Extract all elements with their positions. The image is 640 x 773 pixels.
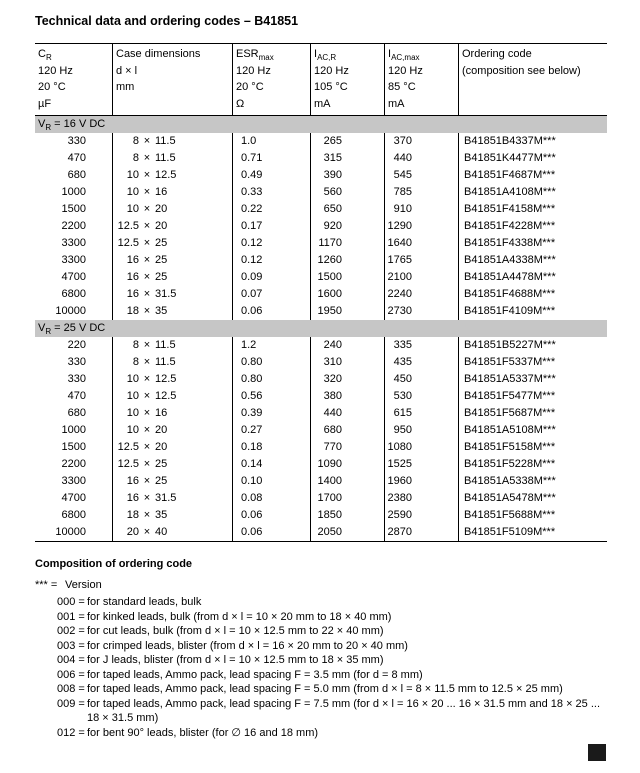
ordering-code-cell: B41851A4338M*** — [458, 252, 607, 269]
ordering-code-cell: B41851F4338M*** — [458, 235, 607, 252]
length-value: 11.5 — [155, 356, 176, 368]
case-dimensions-cell — [112, 507, 232, 524]
iac-max-cell: 1290 — [384, 218, 458, 235]
esr-cell: 0.14 — [232, 456, 310, 473]
page-corner-marker — [588, 744, 606, 761]
times-symbol: × — [143, 441, 151, 453]
esr-cell: 0.09 — [232, 269, 310, 286]
esr-cell: 0.06 — [232, 507, 310, 524]
iac-max-cell: 1960 — [384, 473, 458, 490]
table-row — [35, 473, 607, 490]
version-note — [35, 578, 610, 593]
iac-r-cell: 1950 — [310, 303, 384, 320]
iac-max-cell: 2240 — [384, 286, 458, 303]
times-symbol: × — [143, 390, 151, 402]
esr-cell: 0.56 — [232, 388, 310, 405]
column-header-cr: $C_R$ 120 Hz 20 °C µF — [38, 48, 73, 110]
iac-r-cell: 920 — [310, 218, 384, 235]
diameter-value: 8 — [132, 152, 139, 164]
times-symbol: × — [143, 220, 151, 232]
ordering-code-cell: B41851F4158M*** — [458, 201, 607, 218]
length-value: 25 — [155, 237, 168, 249]
capacitance-cell: 3300 — [61, 237, 86, 249]
composition-item — [57, 653, 610, 668]
case-dimensions-cell — [112, 371, 232, 388]
times-symbol: × — [143, 407, 151, 419]
version-label: Version — [65, 579, 102, 591]
ordering-code-cell: B41851F4688M*** — [458, 286, 607, 303]
capacitance-cell: 2200 — [61, 458, 86, 470]
esr-cell: 0.80 — [232, 354, 310, 371]
iac-r-cell: 1260 — [310, 252, 384, 269]
capacitance-cell: 680 — [67, 407, 86, 419]
esr-cell: 0.08 — [232, 490, 310, 507]
composition-item-code: 000 = — [57, 596, 85, 608]
times-symbol: × — [143, 373, 151, 385]
times-symbol: × — [143, 509, 151, 521]
iac-max-cell: 2730 — [384, 303, 458, 320]
times-symbol: × — [143, 271, 151, 283]
table-header — [35, 44, 607, 116]
length-value: 20 — [155, 203, 168, 215]
table-row — [35, 218, 607, 235]
composition-item-list — [35, 595, 610, 740]
ordering-code-cell: B41851F5477M*** — [458, 388, 607, 405]
iac-r-cell: 1400 — [310, 473, 384, 490]
ordering-code-cell: B41851A4478M*** — [458, 269, 607, 286]
composition-item-code: 004 = — [57, 654, 85, 666]
capacitance-cell: 4700 — [61, 492, 86, 504]
case-dimensions-cell — [112, 269, 232, 286]
case-dimensions-cell — [112, 235, 232, 252]
composition-item — [57, 610, 610, 625]
case-dimensions-cell — [112, 524, 232, 541]
diameter-value: 12.5 — [117, 441, 139, 453]
times-symbol: × — [143, 526, 151, 538]
case-dimensions-cell — [112, 167, 232, 184]
iac-r-cell: 1700 — [310, 490, 384, 507]
iac-max-cell: 785 — [384, 184, 458, 201]
capacitance-cell: 1000 — [61, 424, 86, 436]
diameter-value: 10 — [126, 424, 139, 436]
esr-cell: 0.80 — [232, 371, 310, 388]
composition-item — [57, 639, 610, 654]
ordering-code-cell: B41851B4337M*** — [458, 133, 607, 150]
column-header-iac-max: $I_{AC,max}$ 120 Hz 85 °C mA — [384, 44, 458, 115]
times-symbol: × — [143, 492, 151, 504]
case-dimensions-cell — [112, 422, 232, 439]
length-value: 40 — [155, 526, 168, 538]
composition-item-code: 008 = — [57, 683, 85, 695]
case-dimensions-cell — [112, 303, 232, 320]
ordering-code-cell: B41851F5337M*** — [458, 354, 607, 371]
length-value: 20 — [155, 424, 168, 436]
capacitance-cell: 10000 — [55, 526, 86, 538]
iac-max-cell: 2590 — [384, 507, 458, 524]
esr-cell: 0.27 — [232, 422, 310, 439]
diameter-value: 8 — [132, 356, 139, 368]
column-header-esr: $ESR_{max}$ 120 Hz 20 °C Ω — [232, 44, 310, 115]
esr-cell: 0.10 — [232, 473, 310, 490]
case-dimensions-cell — [112, 184, 232, 201]
column-header-ordering-code: Ordering code (composition see below) — [458, 44, 607, 115]
ordering-code-cell: B41851A4108M*** — [458, 184, 607, 201]
table-row — [35, 490, 607, 507]
table-row — [35, 286, 607, 303]
iac-max-cell: 950 — [384, 422, 458, 439]
iac-r-cell: 560 — [310, 184, 384, 201]
length-value: 31.5 — [155, 492, 177, 504]
length-value: 20 — [155, 441, 168, 453]
esr-cell: 0.07 — [232, 286, 310, 303]
iac-max-cell: 1640 — [384, 235, 458, 252]
capacitance-cell: 470 — [67, 152, 86, 164]
diameter-value: 10 — [126, 169, 139, 181]
composition-item — [57, 726, 610, 741]
times-symbol: × — [143, 135, 151, 147]
iac-max-cell: 450 — [384, 371, 458, 388]
capacitance-cell: 330 — [67, 373, 86, 385]
page-title: Technical data and ordering codes – B41851 — [35, 14, 299, 28]
times-symbol: × — [143, 203, 151, 215]
composition-item-code: 003 = — [57, 639, 85, 652]
times-symbol: × — [143, 186, 151, 198]
diameter-value: 12.5 — [117, 237, 139, 249]
composition-item-text: for taped leads, Ammo pack, lead spacing F = 5.0 mm (from d × l = 8 × 11.5 mm to 12.5 × 25 mm) — [87, 683, 563, 695]
table-row — [35, 133, 607, 150]
capacitance-cell: 6800 — [61, 509, 86, 521]
case-dimensions-cell — [112, 133, 232, 150]
iac-r-cell: 2050 — [310, 524, 384, 541]
esr-cell: 0.12 — [232, 235, 310, 252]
ordering-code-cell: B41851F5158M*** — [458, 439, 607, 456]
table-row — [35, 303, 607, 320]
case-dimensions-cell — [112, 337, 232, 354]
table-row — [35, 388, 607, 405]
capacitance-cell: 470 — [67, 390, 86, 402]
iac-max-cell: 335 — [384, 337, 458, 354]
iac-r-cell: 1600 — [310, 286, 384, 303]
case-dimensions-cell — [112, 456, 232, 473]
length-value: 12.5 — [155, 169, 177, 181]
ordering-code-cell: B41851B5227M*** — [458, 337, 607, 354]
iac-r-cell: 1500 — [310, 269, 384, 286]
ordering-code-cell: B41851F4687M*** — [458, 167, 607, 184]
capacitance-cell: 1500 — [61, 203, 86, 215]
composition-item-text: for cut leads, bulk (from d × l = 10 × 12.5 mm to 22 × 40 mm) — [87, 625, 384, 637]
ordering-code-cell: B41851F5688M*** — [458, 507, 607, 524]
capacitance-cell: 330 — [67, 135, 86, 147]
ordering-code-cell: B41851F5687M*** — [458, 405, 607, 422]
times-symbol: × — [143, 356, 151, 368]
esr-cell: 0.17 — [232, 218, 310, 235]
iac-r-cell: 315 — [310, 150, 384, 167]
diameter-value: 8 — [132, 339, 139, 351]
esr-cell: 0.12 — [232, 252, 310, 269]
capacitance-cell: 10000 — [55, 305, 86, 317]
esr-cell: 0.39 — [232, 405, 310, 422]
ordering-code-cell: B41851K4477M*** — [458, 150, 607, 167]
ordering-code-cell: B41851F5228M*** — [458, 456, 607, 473]
esr-cell: 0.06 — [232, 303, 310, 320]
diameter-value: 10 — [126, 407, 139, 419]
ordering-code-cell: B41851F4228M*** — [458, 218, 607, 235]
ordering-code-cell: B41851A5478M*** — [458, 490, 607, 507]
composition-item — [57, 682, 610, 697]
diameter-value: 16 — [126, 254, 139, 266]
case-dimensions-cell — [112, 473, 232, 490]
diameter-value: 12.5 — [117, 220, 139, 232]
table-row — [35, 354, 607, 371]
table-row — [35, 439, 607, 456]
case-dimensions-cell — [112, 405, 232, 422]
case-dimensions-cell — [112, 286, 232, 303]
table-row — [35, 184, 607, 201]
capacitance-cell: 680 — [67, 169, 86, 181]
composition-item-text: for J leads, blister (from d × l = 10 × 12.5 mm to 18 × 35 mm) — [87, 654, 384, 666]
composition-item-text: for crimped leads, blister (from d × l = 16 × 20 mm to 20 × 40 mm) — [87, 639, 408, 652]
length-value: 31.5 — [155, 288, 177, 300]
table-row — [35, 201, 607, 218]
case-dimensions-cell — [112, 439, 232, 456]
esr-cell: 0.22 — [232, 201, 310, 218]
length-value: 11.5 — [155, 339, 176, 351]
diameter-value: 10 — [126, 373, 139, 385]
diameter-value: 20 — [126, 526, 139, 538]
table-row — [35, 507, 607, 524]
length-value: 11.5 — [155, 152, 176, 164]
length-value: 12.5 — [155, 373, 177, 385]
times-symbol: × — [143, 169, 151, 181]
times-symbol: × — [143, 254, 151, 266]
capacitance-cell: 2200 — [61, 220, 86, 232]
composition-item-text: for taped leads, Ammo pack, lead spacing F = 3.5 mm (for d = 8 mm) — [87, 668, 423, 681]
composition-item-text: for bent 90° leads, blister (for ∅ 16 and 18 mm) — [87, 726, 319, 739]
table-row — [35, 371, 607, 388]
iac-max-cell: 2100 — [384, 269, 458, 286]
composition-item — [57, 697, 610, 726]
iac-r-cell: 1170 — [310, 235, 384, 252]
iac-r-cell: 380 — [310, 388, 384, 405]
capacitance-cell: 6800 — [61, 288, 86, 300]
composition-item-text: for standard leads, bulk — [87, 596, 202, 608]
times-symbol: × — [143, 152, 151, 164]
diameter-value: 12.5 — [117, 458, 139, 470]
ordering-code-cell: B41851F5109M*** — [458, 524, 607, 541]
iac-max-cell: 2380 — [384, 490, 458, 507]
iac-r-cell: 265 — [310, 133, 384, 150]
length-value: 12.5 — [155, 390, 177, 402]
iac-r-cell: 240 — [310, 337, 384, 354]
esr-cell: 1.2 — [232, 337, 310, 354]
capacitance-cell: 3300 — [61, 254, 86, 266]
iac-r-cell: 320 — [310, 371, 384, 388]
iac-max-cell: 435 — [384, 354, 458, 371]
iac-max-cell: 1525 — [384, 456, 458, 473]
composition-title: Composition of ordering code — [35, 558, 193, 570]
composition-item-text: for taped leads, Ammo pack, lead spacing F = 7.5 mm (for d × l = 16 × 20 ... 16 × 31.5 mm and 18 × 25 ... 18 × 31.5 mm) — [87, 697, 601, 724]
iac-max-cell: 1765 — [384, 252, 458, 269]
length-value: 16 — [155, 407, 168, 419]
iac-r-cell: 440 — [310, 405, 384, 422]
table-row — [35, 167, 607, 184]
voltage-section-header: $V_R = 25$ V DC — [35, 320, 607, 337]
diameter-value: 18 — [126, 305, 139, 317]
diameter-value: 10 — [126, 390, 139, 402]
table-row — [35, 252, 607, 269]
ordering-code-cell: B41851A5338M*** — [458, 473, 607, 490]
esr-cell: 0.33 — [232, 184, 310, 201]
esr-cell: 1.0 — [232, 133, 310, 150]
capacitance-cell: 1000 — [61, 186, 86, 198]
iac-r-cell: 650 — [310, 201, 384, 218]
table-row — [35, 422, 607, 439]
case-dimensions-cell — [112, 252, 232, 269]
iac-max-cell: 615 — [384, 405, 458, 422]
table-body — [35, 116, 607, 541]
times-symbol: × — [143, 305, 151, 317]
voltage-section-header: $V_R = 16$ V DC — [35, 116, 607, 133]
length-value: 25 — [155, 254, 168, 266]
case-dimensions-cell — [112, 218, 232, 235]
version-code: *** = — [35, 579, 58, 591]
length-value: 20 — [155, 220, 168, 232]
times-symbol: × — [143, 475, 151, 487]
diameter-value: 10 — [126, 186, 139, 198]
case-dimensions-cell — [112, 150, 232, 167]
iac-max-cell: 530 — [384, 388, 458, 405]
esr-cell: 0.18 — [232, 439, 310, 456]
table-row — [35, 456, 607, 473]
iac-max-cell: 1080 — [384, 439, 458, 456]
capacitance-cell: 1500 — [61, 441, 86, 453]
ordering-code-cell: B41851A5337M*** — [458, 371, 607, 388]
esr-cell: 0.06 — [232, 524, 310, 541]
iac-max-cell: 545 — [384, 167, 458, 184]
capacitance-cell: 330 — [67, 356, 86, 368]
iac-r-cell: 1850 — [310, 507, 384, 524]
column-header-case-dimensions: Case dimensions d × l mm — [112, 44, 232, 115]
composition-item-code: 012 = — [57, 726, 85, 739]
capacitance-cell: 3300 — [61, 475, 86, 487]
composition-item-code: 006 = — [57, 668, 85, 681]
length-value: 35 — [155, 305, 168, 317]
capacitance-cell: 220 — [67, 339, 86, 351]
iac-max-cell: 370 — [384, 133, 458, 150]
iac-max-cell: 440 — [384, 150, 458, 167]
table-row — [35, 235, 607, 252]
times-symbol: × — [143, 458, 151, 470]
ordering-code-cell: B41851A5108M*** — [458, 422, 607, 439]
length-value: 25 — [155, 458, 168, 470]
iac-r-cell: 390 — [310, 167, 384, 184]
table-row — [35, 405, 607, 422]
diameter-value: 16 — [126, 475, 139, 487]
length-value: 25 — [155, 475, 168, 487]
composition-item — [57, 624, 610, 639]
table-row — [35, 524, 607, 541]
diameter-value: 16 — [126, 492, 139, 504]
times-symbol: × — [143, 288, 151, 300]
composition-item-code: 001 = — [57, 610, 85, 623]
technical-data-table — [35, 43, 607, 542]
length-value: 35 — [155, 509, 168, 521]
iac-r-cell: 310 — [310, 354, 384, 371]
diameter-value: 8 — [132, 135, 139, 147]
table-row — [35, 337, 607, 354]
times-symbol: × — [143, 339, 151, 351]
composition-item-code: 002 = — [57, 625, 85, 637]
table-row — [35, 269, 607, 286]
composition-item-code: 009 = — [57, 697, 85, 710]
case-dimensions-cell — [112, 201, 232, 218]
composition-item-text: for kinked leads, bulk (from d × l = 10 × 20 mm to 18 × 40 mm) — [87, 610, 392, 623]
iac-r-cell: 680 — [310, 422, 384, 439]
times-symbol: × — [143, 424, 151, 436]
iac-max-cell: 2870 — [384, 524, 458, 541]
iac-max-cell: 910 — [384, 201, 458, 218]
column-header-iac-r: $I_{AC,R}$ 120 Hz 105 °C mA — [310, 44, 384, 115]
diameter-value: 16 — [126, 271, 139, 283]
length-value: 11.5 — [155, 135, 176, 147]
case-dimensions-cell — [112, 354, 232, 371]
iac-r-cell: 1090 — [310, 456, 384, 473]
capacitance-cell: 4700 — [61, 271, 86, 283]
table-row — [35, 150, 607, 167]
times-symbol: × — [143, 237, 151, 249]
diameter-value: 16 — [126, 288, 139, 300]
esr-cell: 0.71 — [232, 150, 310, 167]
diameter-value: 18 — [126, 509, 139, 521]
length-value: 16 — [155, 186, 168, 198]
case-dimensions-cell — [112, 490, 232, 507]
composition-item — [57, 595, 610, 610]
length-value: 25 — [155, 271, 168, 283]
iac-r-cell: 770 — [310, 439, 384, 456]
composition-section — [35, 558, 610, 740]
esr-cell: 0.49 — [232, 167, 310, 184]
diameter-value: 10 — [126, 203, 139, 215]
composition-item — [57, 668, 610, 683]
ordering-code-cell: B41851F4109M*** — [458, 303, 607, 320]
case-dimensions-cell — [112, 388, 232, 405]
